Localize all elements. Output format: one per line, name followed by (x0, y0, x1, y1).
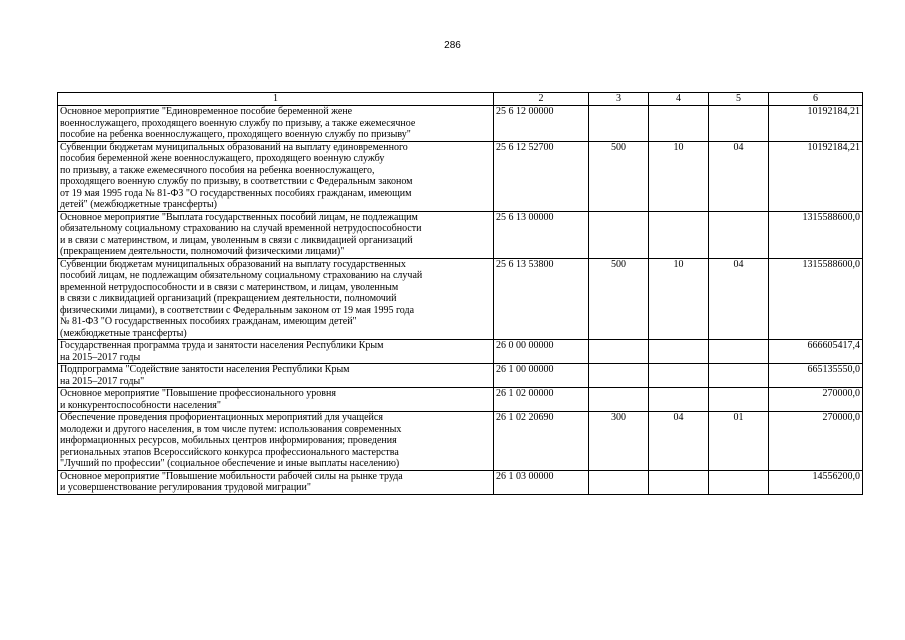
target-code-cell: 26 1 02 00000 (494, 388, 589, 412)
expense-name-line: и конкурентоспособности населения" (60, 399, 221, 411)
expense-name-line: (прекращением деятельности, полномочий физическими лицами)" (60, 246, 345, 257)
subsection-cell (709, 340, 769, 364)
expense-name-line: Основное мероприятие "Повышение профессионального уровня (60, 388, 336, 399)
column-header: 2 (494, 93, 589, 106)
table-row (58, 141, 863, 211)
target-code-cell: 25 6 12 00000 (494, 106, 589, 142)
expense-type-cell (589, 106, 649, 142)
expense-name-line: Субвенции бюджетам муниципальных образований на выплату единовременного (60, 141, 408, 153)
expense-name-line: Основное мероприятие "Повышение мобильности рабочей силы на рынке труда (60, 470, 403, 482)
amount-cell: 1315588600,0 (769, 211, 863, 258)
table-row (58, 106, 863, 142)
column-header: 4 (649, 93, 709, 106)
expense-name-line: в связи с ликвидацией организаций (прекращением деятельности, полномочий (60, 293, 397, 304)
page-number: 286 (444, 40, 461, 51)
expense-name-line: Основное мероприятие "Выплата государственных пособий лицам, не подлежащим (60, 211, 418, 223)
subsection-cell (709, 364, 769, 388)
subsection-cell (709, 211, 769, 258)
section-cell: 04 (649, 412, 709, 471)
section-cell (649, 388, 709, 412)
expense-name-line: на 2015–2017 годы" (60, 375, 145, 387)
expense-name-line: и усовершенствование регулирования трудовой миграции" (60, 482, 311, 493)
expense-name-line: от 19 мая 1995 года № 81-ФЗ "О государственных пособиях гражданам, имеющим (60, 187, 412, 199)
target-code-cell: 25 6 12 52700 (494, 141, 589, 211)
column-header: 6 (769, 93, 863, 106)
expense-name-line: Обеспечение проведения профориентационных мероприятий для учащейся (60, 412, 383, 423)
expense-name-line: молодежи и другого населения, в том числе путем: использования современных (60, 423, 402, 435)
amount-cell: 10192184,21 (769, 106, 863, 142)
expense-name-line: физическими лицами), в соответствии с Федеральным законом от 19 мая 1995 года (60, 304, 415, 316)
expense-name-line: региональных этапов Всероссийского конкурса профессионального мастерства (60, 446, 399, 458)
column-header: 1 (58, 93, 494, 106)
amount-cell: 14556200,0 (769, 470, 863, 494)
expense-name-line: по призыву, а также ежемесячного пособия на ребенка военнослужащего, (60, 164, 375, 176)
expense-type-cell (589, 211, 649, 258)
expense-name-line: детей" (межбюджетные трансферты) (60, 199, 217, 210)
amount-cell: 270000,0 (769, 412, 863, 471)
expense-type-cell: 300 (589, 412, 649, 471)
expense-name-line: временной нетрудоспособности и в связи с материнством, и лицам, уволенным (60, 281, 399, 293)
expense-name-cell (58, 340, 494, 364)
subsection-cell (709, 470, 769, 494)
table-row (58, 364, 863, 388)
expense-name-line: проходящего военную службу по призыву, в соответствии с Федеральным законом (60, 176, 413, 187)
budget-table (57, 92, 863, 495)
expense-name-cell (58, 211, 494, 258)
target-code-cell: 26 0 00 00000 (494, 340, 589, 364)
table-body (58, 106, 863, 495)
subsection-cell: 01 (709, 412, 769, 471)
section-cell (649, 211, 709, 258)
expense-name-line: и в связи с материнством, и лицам, уволенным в связи с ликвидацией организаций (60, 234, 413, 246)
section-cell: 10 (649, 141, 709, 211)
table-row (58, 412, 863, 471)
expense-type-cell (589, 388, 649, 412)
table-row (58, 258, 863, 340)
column-header: 5 (709, 93, 769, 106)
expense-name-line: пособие на ребенка военнослужащего, проходящего военную службу по призыву" (60, 129, 411, 140)
target-code-cell: 26 1 02 20690 (494, 412, 589, 471)
target-code-cell: 25 6 13 53800 (494, 258, 589, 340)
expense-name-line: Субвенции бюджетам муниципальных образований на выплату государственных (60, 258, 406, 270)
expense-name-line: Государственная программа труда и занятости населения Республики Крым (60, 340, 384, 351)
expense-type-cell (589, 340, 649, 364)
table-row (58, 470, 863, 494)
expense-name-line: обязательному социальному страхованию на случай временной нетрудоспособности (60, 223, 422, 234)
subsection-cell: 04 (709, 141, 769, 211)
expense-name-line: пособий лицам, не подлежащим обязательному социальному страхованию на случай (60, 270, 423, 281)
expense-name-line: № 81-ФЗ "О государственных пособиях гражданам, имеющим детей" (60, 316, 357, 327)
expense-type-cell (589, 364, 649, 388)
table-row (58, 211, 863, 258)
table-row (58, 388, 863, 412)
section-cell: 10 (649, 258, 709, 340)
expense-name-line: военнослужащего, проходящего военную службу по призыву, а также ежемесячное (60, 117, 416, 129)
target-code-cell: 25 6 13 00000 (494, 211, 589, 258)
expense-name-cell (58, 141, 494, 211)
expense-name-cell (58, 388, 494, 412)
section-cell (649, 106, 709, 142)
subsection-cell: 04 (709, 258, 769, 340)
amount-cell: 270000,0 (769, 388, 863, 412)
amount-cell: 666605417,4 (769, 340, 863, 364)
expense-type-cell: 500 (589, 258, 649, 340)
column-header: 3 (589, 93, 649, 106)
subsection-cell (709, 106, 769, 142)
expense-name-cell (58, 106, 494, 142)
table-row (58, 340, 863, 364)
expense-name-line: Подпрограмма "Содействие занятости населения Республики Крым (60, 364, 350, 375)
target-code-cell: 26 1 03 00000 (494, 470, 589, 494)
expense-name-cell (58, 364, 494, 388)
expense-type-cell: 500 (589, 141, 649, 211)
expense-name-line: на 2015–2017 годы (60, 351, 141, 363)
amount-cell: 1315588600,0 (769, 258, 863, 340)
expense-name-line: (межбюджетные трансферты) (60, 327, 187, 339)
expense-name-cell (58, 258, 494, 340)
amount-cell: 10192184,21 (769, 141, 863, 211)
header-row (58, 93, 863, 106)
section-cell (649, 470, 709, 494)
expense-name-line: пособия беременной жене военнослужащего, проходящего военную службу (60, 153, 385, 164)
amount-cell: 665135550,0 (769, 364, 863, 388)
expense-name-cell (58, 412, 494, 471)
expense-name-line: "Лучший по профессии" (социальное обеспечение и иные выплаты населению) (60, 458, 400, 469)
section-cell (649, 364, 709, 388)
target-code-cell: 26 1 00 00000 (494, 364, 589, 388)
expense-name-cell (58, 470, 494, 494)
section-cell (649, 340, 709, 364)
expense-type-cell (589, 470, 649, 494)
expense-name-line: информационных ресурсов, мобильных центров информирования; проведения (60, 435, 397, 446)
subsection-cell (709, 388, 769, 412)
expense-name-line: Основное мероприятие "Единовременное пособие беременной жене (60, 106, 353, 117)
